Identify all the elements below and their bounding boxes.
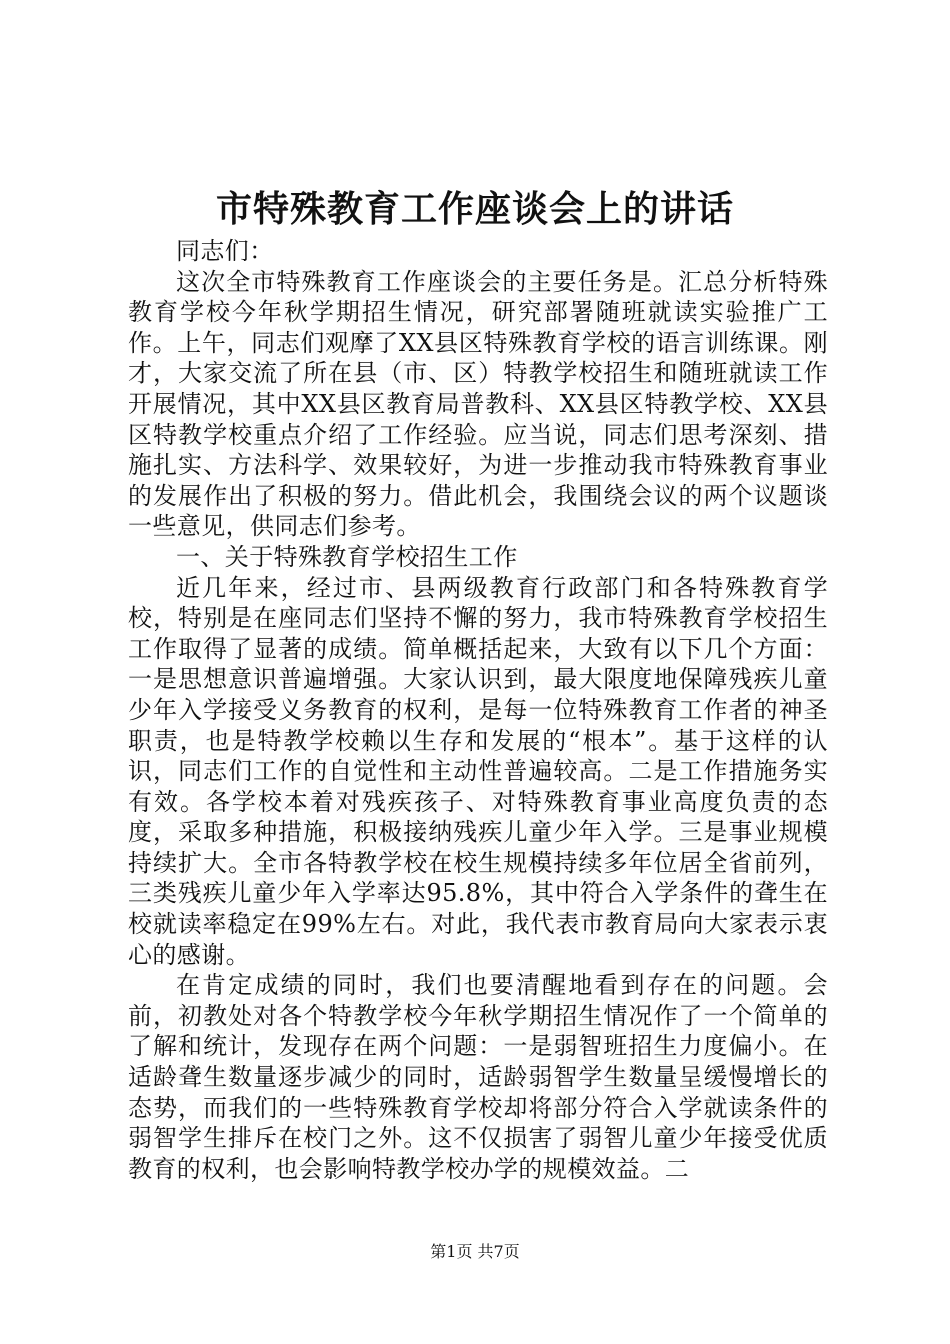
salutation-paragraph: 同志们： (176, 237, 274, 265)
section-heading: 一、关于特殊教育学校招生工作 (176, 542, 518, 571)
achievements-paragraph: 近几年来，经过市、县两级教育行政部门和各特殊教育学校，特别是在座同志们坚持不懈的努力，我市特殊教育学校招生工作取得了显著的成绩。简单概括起来，大致有以下几个方面：一是思想意识普遍增强。大家认识到，最大限度地保障残疾儿童少年入学接受义务教育的权利，是每一位特殊教育工作者的神圣职责，也是特教学校赖以生存和发展的“根本”。基于这样的认识，同志们工作的自觉性和主动性普遍较高。二是工作措施务实有效。各学校本着对残疾孩子、对特殊教育事业高度负责的态度，采取多种措施，积极接纳残疾儿童少年入学。三是事业规模持续扩大。全市各特教学校在校生规模持续多年位居全省前列，三类残疾儿童少年入学率达95.8%，其中符合入学条件的聋生在校就读率稳定在99%左右。对此，我代表市教育局向大家表示衷心的感谢。 (128, 573, 828, 969)
page-number-footer: 第1页 共7页 (430, 1242, 520, 1261)
problems-paragraph: 在肯定成绩的同时，我们也要清醒地看到存在的问题。会前，初教处对各个特教学校今年秋学期招生情况作了一个简单的了解和统计，发现存在两个问题：一是弱智班招生力度偏小。在适龄聋生数量逐步减少的同时，适龄弱智学生数量呈缓慢增长的态势，而我们的一些特殊教育学校却将部分符合入学就读条件的弱智学生排斥在校门之外。这不仅损害了弱智儿童少年接受优质教育的权利，也会影响特教学校办学的规模效益。二 (128, 971, 828, 1183)
document-title: 市特殊教育工作座谈会上的讲话 (215, 188, 734, 230)
intro-paragraph: 这次全市特殊教育工作座谈会的主要任务是。汇总分析特殊教育学校今年秋学期招生情况，研究部署随班就读实验推广工作。上午，同志们观摩了XX县区特殊教育学校的语言训练课。刚才，大家交流了所在县（市、区）特教学校招生和随班就读工作开展情况，其中XX县区教育局普教科、XX县区特教学校、XX县区特教学校重点介绍了工作经验。应当说，同志们思考深刻、措施扎实、方法科学、效果较好，为进一步推动我市特殊教育事业的发展作出了积极的努力。借此机会，我围绕会议的两个议题谈一些意见，供同志们参考。 (128, 267, 828, 541)
document-body (128, 236, 828, 1184)
